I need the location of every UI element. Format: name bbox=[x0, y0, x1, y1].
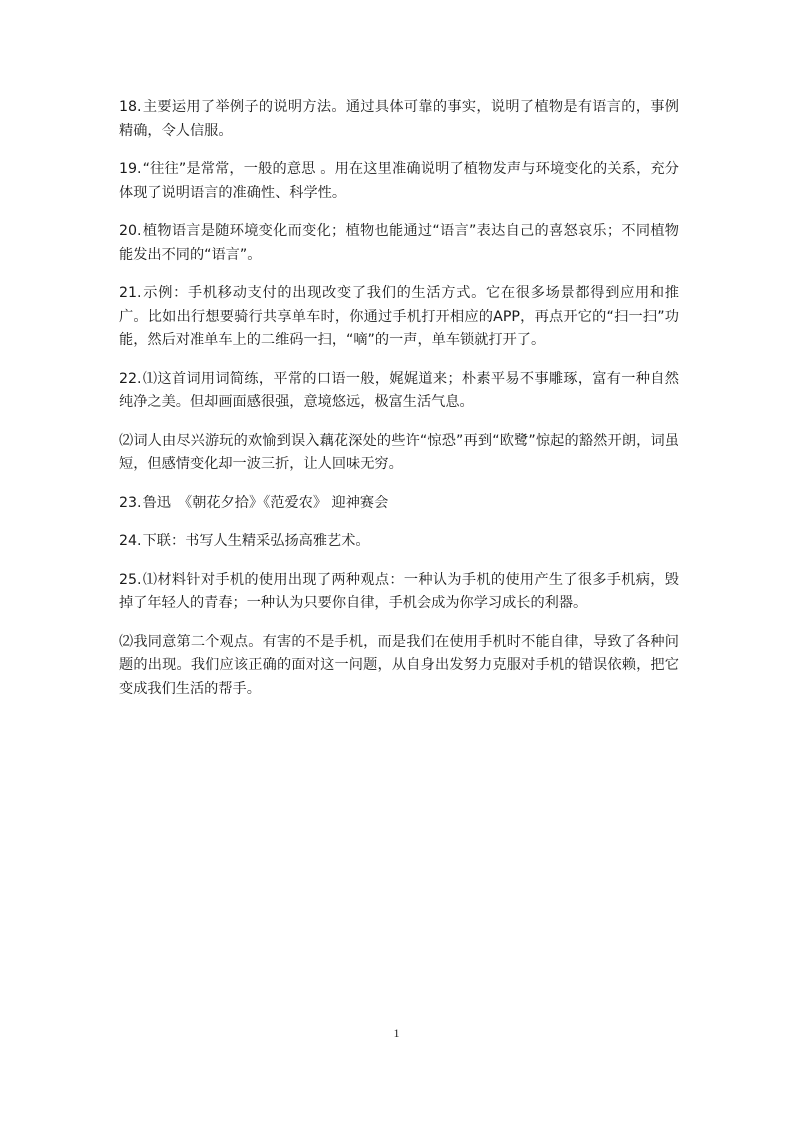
answer-text: 下联：书写人生精采弘扬高雅艺术。 bbox=[142, 533, 370, 549]
answer-number: 19. bbox=[119, 161, 142, 177]
answer-25-part-2 bbox=[119, 631, 679, 702]
answer-19 bbox=[119, 158, 679, 205]
answer-21 bbox=[119, 282, 679, 353]
answer-text: ⑵词人由尽兴游玩的欢愉到误入藕花深处的些许“惊恐”再到“欧鹭”惊起的豁然开朗，词虽短，但感情变化却一波三折，让人回味无穷。 bbox=[119, 432, 679, 472]
answer-text: 示例：手机移动支付的出现改变了我们的生活方式。它在很多场景都得到应用和推广。比如出行想要骑行共享单车时，你通过手机打开相应的APP，再点开它的“扫一扫”功能，然后对准单车上的二维码一扫，“嘀”的一声，单车锁就打开了。 bbox=[119, 285, 679, 348]
answer-22-part-1 bbox=[119, 368, 679, 415]
answer-22-part-2 bbox=[119, 430, 679, 477]
answer-23 bbox=[119, 492, 679, 516]
page-number: 1 bbox=[393, 1026, 400, 1040]
answer-20 bbox=[119, 220, 679, 267]
answer-number: 21. bbox=[119, 285, 142, 301]
answer-number: 23. bbox=[119, 494, 142, 511]
answer-number: 18. bbox=[119, 99, 142, 115]
answer-text: ⑵我同意第二个观点。有害的不是手机，而是我们在使用手机时不能自律，导致了各种问题的出现。我们应该正确的面对这一问题，从自身出发努力克服对手机的错误依赖，把它变成我们生活的帮手。 bbox=[119, 633, 679, 697]
answer-list bbox=[119, 96, 679, 716]
answer-text: 鲁迅 《朝花夕拾》《范爱农》 迎神赛会 bbox=[142, 494, 389, 511]
answer-text: ⑴材料针对手机的使用出现了两种观点：一种认为手机的使用产生了很多手机病，毁掉了年轻人的青春；一种认为只要你自律，手机会成为你学习成长的利器。 bbox=[119, 571, 679, 611]
answer-text: ⑴这首词用词简练，平常的口语一般，娓娓道来；朴素平易不事雕琢，富有一种自然纯净之美。但却画面感很强，意境悠远，极富生活气息。 bbox=[119, 370, 679, 410]
answer-number: 20. bbox=[119, 223, 142, 239]
answer-number: 24. bbox=[119, 533, 142, 549]
answer-18 bbox=[119, 96, 679, 143]
answer-text: 主要运用了举例子的说明方法。通过具体可靠的事实，说明了植物是有语言的，事例精确，令人信服。 bbox=[119, 99, 679, 139]
answer-number: 22. bbox=[119, 370, 142, 387]
answer-25-part-1 bbox=[119, 569, 679, 616]
answer-text: 植物语言是随环境变化而变化；植物也能通过“语言”表达自己的喜怒哀乐；不同植物能发出不同的“语言”。 bbox=[119, 223, 679, 263]
answer-text: “往往”是常常，一般的意思 。用在这里准确说明了植物发声与环境变化的关系，充分体现了说明语言的准确性、科学性。 bbox=[119, 161, 679, 201]
answer-24 bbox=[119, 530, 679, 554]
answer-number: 25. bbox=[119, 571, 142, 588]
